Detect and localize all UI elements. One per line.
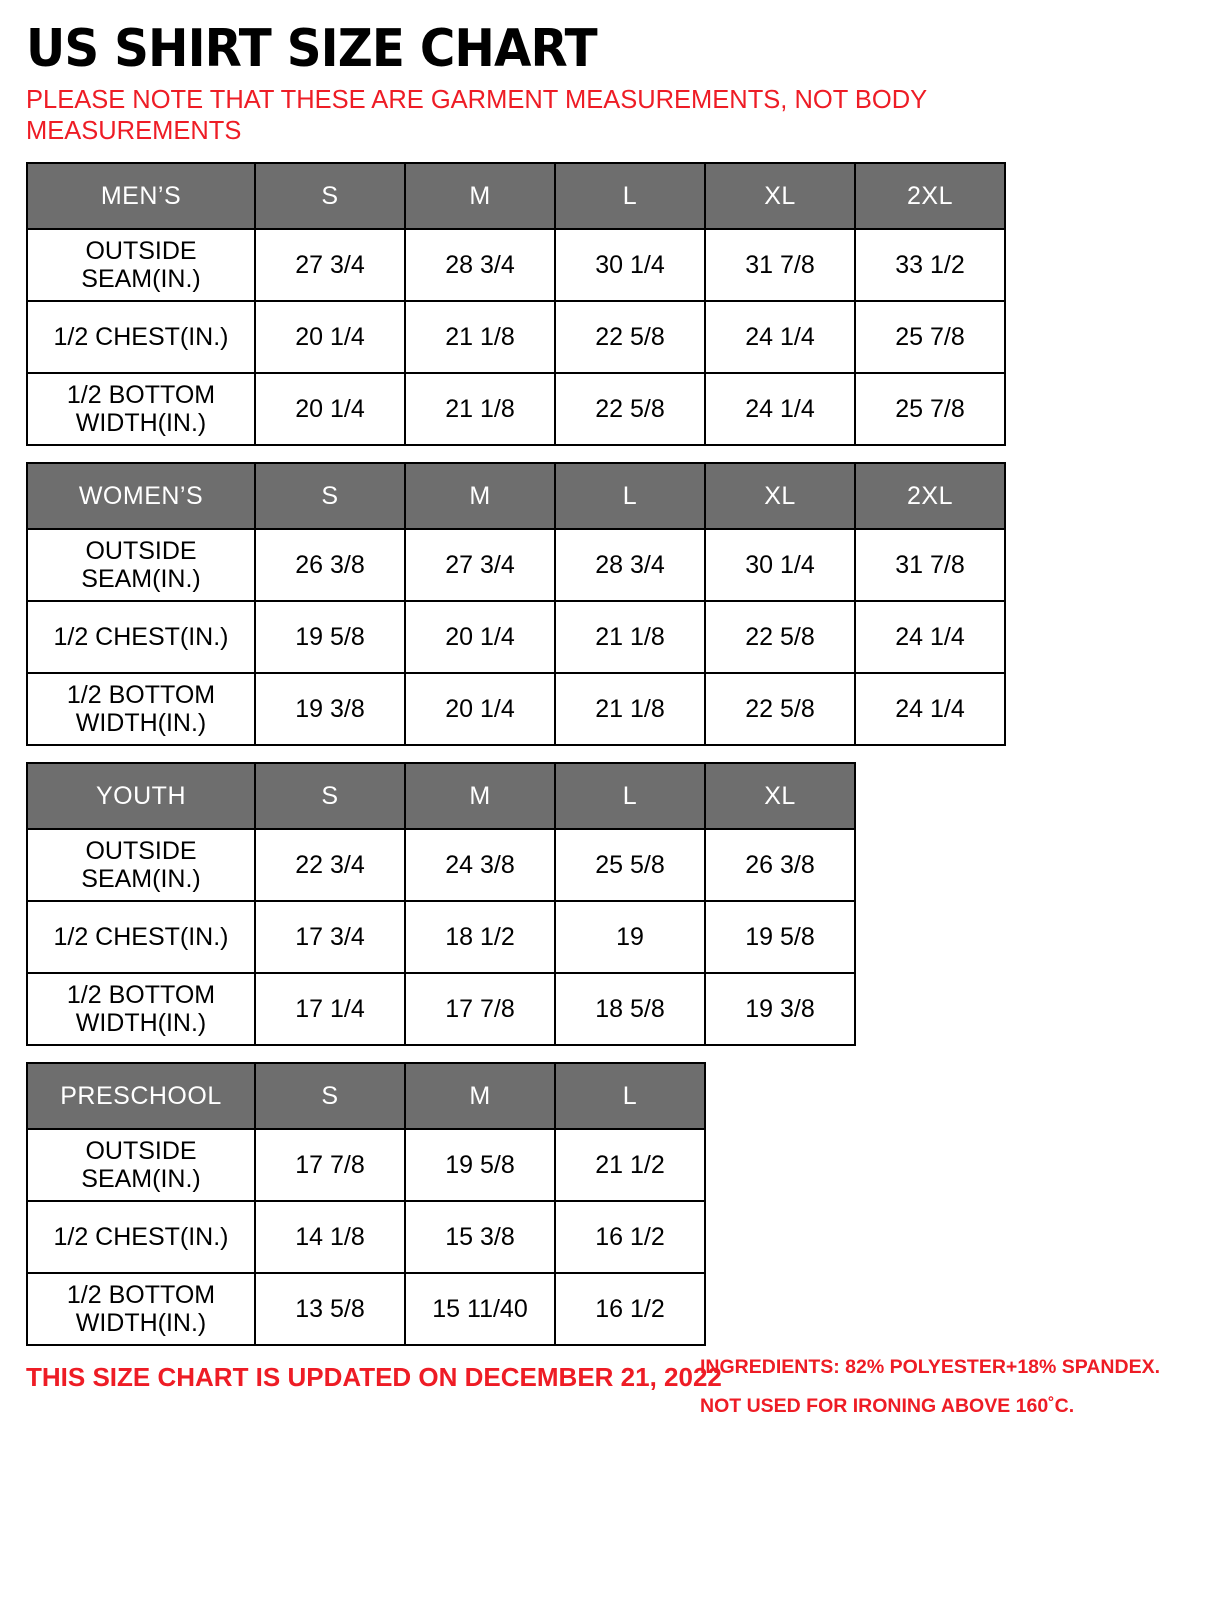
cell-value: 28 3/4 <box>405 229 555 301</box>
cell-value: 16 1/2 <box>555 1273 705 1345</box>
header-cell-category: YOUTH <box>27 763 255 829</box>
header-cell-l: L <box>555 463 705 529</box>
cell-value: 15 3/8 <box>405 1201 555 1273</box>
header-cell-2xl: 2XL <box>855 463 1005 529</box>
cell-value: 24 1/4 <box>705 301 855 373</box>
header-cell-l: L <box>555 163 705 229</box>
header-cell-m: M <box>405 763 555 829</box>
mens-size-table <box>26 162 1006 446</box>
updated-note: THIS SIZE CHART IS UPDATED ON DECEMBER 21, 2022 <box>26 1362 722 1393</box>
header-cell-category: PRESCHOOL <box>27 1063 255 1129</box>
header-cell-m: M <box>405 1063 555 1129</box>
cell-value: 21 1/8 <box>405 301 555 373</box>
row-label: OUTSIDE SEAM(IN.) <box>27 229 255 301</box>
cell-value: 17 1/4 <box>255 973 405 1045</box>
cell-value: 22 5/8 <box>705 601 855 673</box>
row-label: 1/2 BOTTOM WIDTH(IN.) <box>27 373 255 445</box>
page-title: US SHIRT SIZE CHART <box>26 19 597 79</box>
table-row <box>27 529 1005 601</box>
header-cell-s: S <box>255 463 405 529</box>
cell-value: 21 1/8 <box>555 601 705 673</box>
cell-value: 31 7/8 <box>855 529 1005 601</box>
cell-value: 30 1/4 <box>555 229 705 301</box>
table-row <box>27 1273 705 1345</box>
table-row <box>27 301 1005 373</box>
ingredients-line-1: INGREDIENTS: 82% POLYESTER+18% SPANDEX. <box>700 1356 1161 1378</box>
cell-value: 24 1/4 <box>705 373 855 445</box>
measurement-note: PLEASE NOTE THAT THESE ARE GARMENT MEASUREMENTS, NOT BODY MEASUREMENTS <box>26 85 927 146</box>
cell-value: 25 7/8 <box>855 301 1005 373</box>
row-label: OUTSIDE SEAM(IN.) <box>27 1129 255 1201</box>
cell-value: 20 1/4 <box>405 673 555 745</box>
header-cell-s: S <box>255 163 405 229</box>
cell-value: 31 7/8 <box>705 229 855 301</box>
cell-value: 21 1/2 <box>555 1129 705 1201</box>
cell-value: 30 1/4 <box>705 529 855 601</box>
table-row <box>27 1129 705 1201</box>
cell-value: 25 5/8 <box>555 829 705 901</box>
cell-value: 26 3/8 <box>255 529 405 601</box>
cell-value: 19 3/8 <box>705 973 855 1045</box>
header-cell-s: S <box>255 763 405 829</box>
table-row <box>27 973 855 1045</box>
cell-value: 33 1/2 <box>855 229 1005 301</box>
header-cell-xl: XL <box>705 463 855 529</box>
row-label: 1/2 BOTTOM WIDTH(IN.) <box>27 673 255 745</box>
cell-value: 22 5/8 <box>705 673 855 745</box>
cell-value: 27 3/4 <box>405 529 555 601</box>
header-cell-l: L <box>555 1063 705 1129</box>
cell-value: 24 1/4 <box>855 601 1005 673</box>
cell-value: 22 5/8 <box>555 301 705 373</box>
cell-value: 19 5/8 <box>405 1129 555 1201</box>
table-header-row <box>27 163 1005 229</box>
header-cell-category: MEN’S <box>27 163 255 229</box>
cell-value: 24 1/4 <box>855 673 1005 745</box>
header-cell-m: M <box>405 163 555 229</box>
row-label: 1/2 CHEST(IN.) <box>27 1201 255 1273</box>
row-label: OUTSIDE SEAM(IN.) <box>27 529 255 601</box>
cell-value: 16 1/2 <box>555 1201 705 1273</box>
row-label: 1/2 CHEST(IN.) <box>27 301 255 373</box>
cell-value: 20 1/4 <box>255 373 405 445</box>
cell-value: 15 11/40 <box>405 1273 555 1345</box>
header-cell-xl: XL <box>705 163 855 229</box>
cell-value: 19 5/8 <box>705 901 855 973</box>
table-header-row <box>27 463 1005 529</box>
cell-value: 21 1/8 <box>555 673 705 745</box>
cell-value: 18 1/2 <box>405 901 555 973</box>
header-cell-l: L <box>555 763 705 829</box>
row-label: 1/2 BOTTOM WIDTH(IN.) <box>27 1273 255 1345</box>
cell-value: 17 7/8 <box>255 1129 405 1201</box>
cell-value: 22 3/4 <box>255 829 405 901</box>
ingredients-line-2: NOT USED FOR IRONING ABOVE 160˚C. <box>700 1395 1075 1417</box>
header-cell-category: WOMEN’S <box>27 463 255 529</box>
cell-value: 17 7/8 <box>405 973 555 1045</box>
row-label: 1/2 BOTTOM WIDTH(IN.) <box>27 973 255 1045</box>
table-row <box>27 601 1005 673</box>
cell-value: 28 3/4 <box>555 529 705 601</box>
cell-value: 27 3/4 <box>255 229 405 301</box>
ingredients-note <box>700 1348 1160 1426</box>
table-header-row <box>27 763 855 829</box>
cell-value: 19 <box>555 901 705 973</box>
table-row <box>27 673 1005 745</box>
cell-value: 14 1/8 <box>255 1201 405 1273</box>
table-row <box>27 373 1005 445</box>
table-row <box>27 829 855 901</box>
cell-value: 13 5/8 <box>255 1273 405 1345</box>
table-row <box>27 901 855 973</box>
cell-value: 21 1/8 <box>405 373 555 445</box>
table-header-row <box>27 1063 705 1129</box>
table-row <box>27 229 1005 301</box>
row-label: 1/2 CHEST(IN.) <box>27 901 255 973</box>
cell-value: 19 3/8 <box>255 673 405 745</box>
youth-size-table <box>26 762 856 1046</box>
preschool-size-table <box>26 1062 706 1346</box>
womens-size-table <box>26 462 1006 746</box>
cell-value: 19 5/8 <box>255 601 405 673</box>
cell-value: 18 5/8 <box>555 973 705 1045</box>
cell-value: 20 1/4 <box>255 301 405 373</box>
row-label: OUTSIDE SEAM(IN.) <box>27 829 255 901</box>
cell-value: 20 1/4 <box>405 601 555 673</box>
cell-value: 17 3/4 <box>255 901 405 973</box>
header-cell-m: M <box>405 463 555 529</box>
cell-value: 24 3/8 <box>405 829 555 901</box>
cell-value: 26 3/8 <box>705 829 855 901</box>
cell-value: 25 7/8 <box>855 373 1005 445</box>
header-cell-s: S <box>255 1063 405 1129</box>
cell-value: 22 5/8 <box>555 373 705 445</box>
row-label: 1/2 CHEST(IN.) <box>27 601 255 673</box>
table-row <box>27 1201 705 1273</box>
header-cell-2xl: 2XL <box>855 163 1005 229</box>
header-cell-xl: XL <box>705 763 855 829</box>
